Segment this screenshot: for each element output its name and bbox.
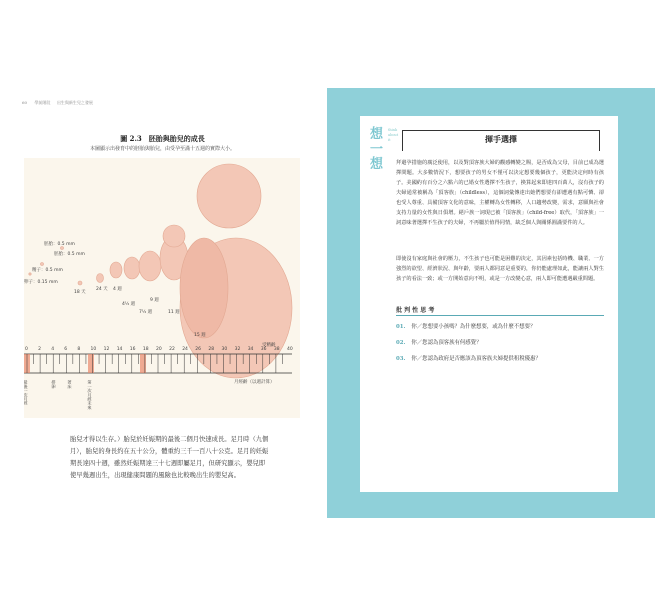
axis-tick-label: 24: [182, 347, 188, 352]
embryo-24-shape: [97, 274, 104, 283]
think-title: 想一想: [370, 127, 384, 172]
sperm-shape: [41, 263, 44, 266]
running-head-1: 學前階段: [34, 100, 51, 105]
body-text: 胎兒才得以生存。）胎兒於妊娠期的最後二個月快速成長。足月時（九個月），胎兒的身長約在五十公分，體重約三千一百八十公克。足月的妊娠期長達四十週，雖然妊娠期達三十七週即屬足月，但研究顯示，嬰兒即使早幾週出生，出現健康問題的風險也比較晚出生的嬰兒高。: [70, 436, 269, 479]
axis-tick-label: 30: [221, 347, 228, 352]
axis-tick-label: 38: [273, 347, 280, 352]
egg-shape: [29, 273, 31, 275]
question-1: 01. 你／您想要小孩嗎？為什麼想要，或為什麼不想要？: [396, 324, 536, 330]
question-3: 03. 你／您認為政府是否應該為頂客族夫婦提供租稅優惠？: [396, 356, 541, 362]
axis-tick-label: 36: [260, 347, 267, 352]
label-24-days: 24 天: [96, 287, 108, 292]
vlabel-1: 最後一次月經: [24, 380, 29, 406]
label-sperm: 精子：0.5 mm: [32, 268, 63, 273]
fetus-15w-limb: [180, 238, 228, 338]
label-7half-weeks: 7½ 週: [139, 310, 153, 315]
axis-title-right: 受精齡: [262, 343, 276, 348]
axis-tick-label: 2: [38, 347, 41, 352]
label-9-weeks: 9 週: [150, 298, 159, 303]
figure-title: 圖 2.3 胚胎與胎兒的成長: [120, 134, 205, 143]
figure-area: [24, 158, 300, 418]
think-subtitle: think about it: [388, 128, 399, 142]
running-head-2: 出生與新生兒之發展: [56, 100, 93, 105]
axis-tick-label: 18: [142, 347, 149, 352]
label-4half-weeks: 4½ 週: [122, 302, 136, 307]
axis-subtitle-right: 月經齡（以週計算）: [234, 380, 275, 385]
box-title: 揮手選擇: [485, 134, 517, 144]
page-number: 60: [22, 100, 28, 105]
axis-tick-label: 10: [90, 347, 97, 352]
axis-tick-label: 26: [195, 347, 202, 352]
axis-tick-label: 28: [208, 347, 215, 352]
critical-thinking-heading: 批 判 性 思 考: [396, 307, 435, 314]
label-15-weeks: 15 週: [194, 333, 206, 338]
label-embryo-2: 胚胎：0.5 mm: [44, 242, 75, 247]
label-embryo-1: 胚胎：0.5 mm: [54, 252, 85, 257]
axis-tick-label: 6: [64, 347, 68, 352]
fetus-illustration: [24, 158, 300, 418]
vlabel-2: 排卵: [51, 380, 57, 389]
fetus-15w-head: [197, 164, 261, 228]
axis-tick-label: 16: [129, 347, 136, 352]
figure-caption: 本圖顯示出發育中的胚胎與胎兒，由受孕至滿十五週的實際大小。: [89, 146, 235, 152]
vlabel-3: 著床: [67, 380, 73, 389]
axis-tick-label: 8: [77, 347, 81, 352]
axis-tick-label: 22: [169, 347, 175, 352]
label-11-weeks: 11 週: [168, 310, 180, 315]
embryo-4w-shape: [110, 262, 122, 278]
teal-divider: [396, 315, 604, 316]
label-18-days: 18 天: [74, 290, 86, 295]
embryo-18-shape: [78, 281, 82, 285]
left-page: [0, 88, 325, 518]
vlabel-4: 第一次月經未來: [87, 380, 93, 410]
fetus-9w-head: [163, 225, 185, 247]
axis-tick-label: 34: [247, 347, 254, 352]
label-egg: 卵子：0.15 mm: [24, 280, 58, 285]
axis-tick-label: 40: [287, 347, 293, 352]
axis-tick-label: 12: [103, 347, 110, 352]
paragraph-1: 拜避孕措施的廣泛使用，以及對頂客族大婦的觀感轉變之賜，是否成為父母，目前已成為選擇問題。大多數情況下，想要孩子的男女不僅可以決定想要幾個孩子，更能決定何時有孩子。美國約有百分之六點六的已婚女性選擇不生孩子，換算起來即達四百萬人，沒有孩子的夫婦通常被稱為「頂客族」（childless），這個詞彙傳達出她們想要有卻遭遇有點可憐、卻也受人尊重、具備頂客文化的意味，主權轉為女性轉移，人口趨勢改變，需求，意願與社會支持力量的女性與日俱增。絕戶族一詞現已被「頂客族」（child-free）取代，「頂客族」一詞意味著選擇不生孩子的夫婦，不再屬於值得同情，缺乏個人與關係圓滿要件的人。: [396, 160, 604, 226]
embryo-4half-shape: [124, 257, 140, 279]
label-4-weeks: 4 週: [113, 287, 122, 292]
running-head: [22, 100, 93, 106]
question-2: 02. 你／您認為頂客族有何感覺？: [396, 340, 482, 346]
axis-tick-label: 20: [156, 347, 162, 352]
axis-tick-label: 32: [234, 347, 241, 352]
fetus-7half-shape: [139, 251, 161, 281]
highlight-2: [88, 354, 94, 373]
paragraph-2: 即使沒有家庭與社會的壓力，不生孩子也可能是困難的決定，其因素包括時機、職業、一方強烈的欲望、經濟狀況、與年齡，要兩人都同意是重要的，你仍能處理如此，能讓兩人對生孩子的看法一致；或一方開始意向不明，或是一方改變心意，兩人即可能遭遇嚴重問題。: [396, 256, 604, 282]
axis-tick-label: 14: [116, 347, 123, 352]
axis-tick-label: 0: [25, 347, 28, 352]
axis-tick-label: 4: [51, 347, 55, 352]
